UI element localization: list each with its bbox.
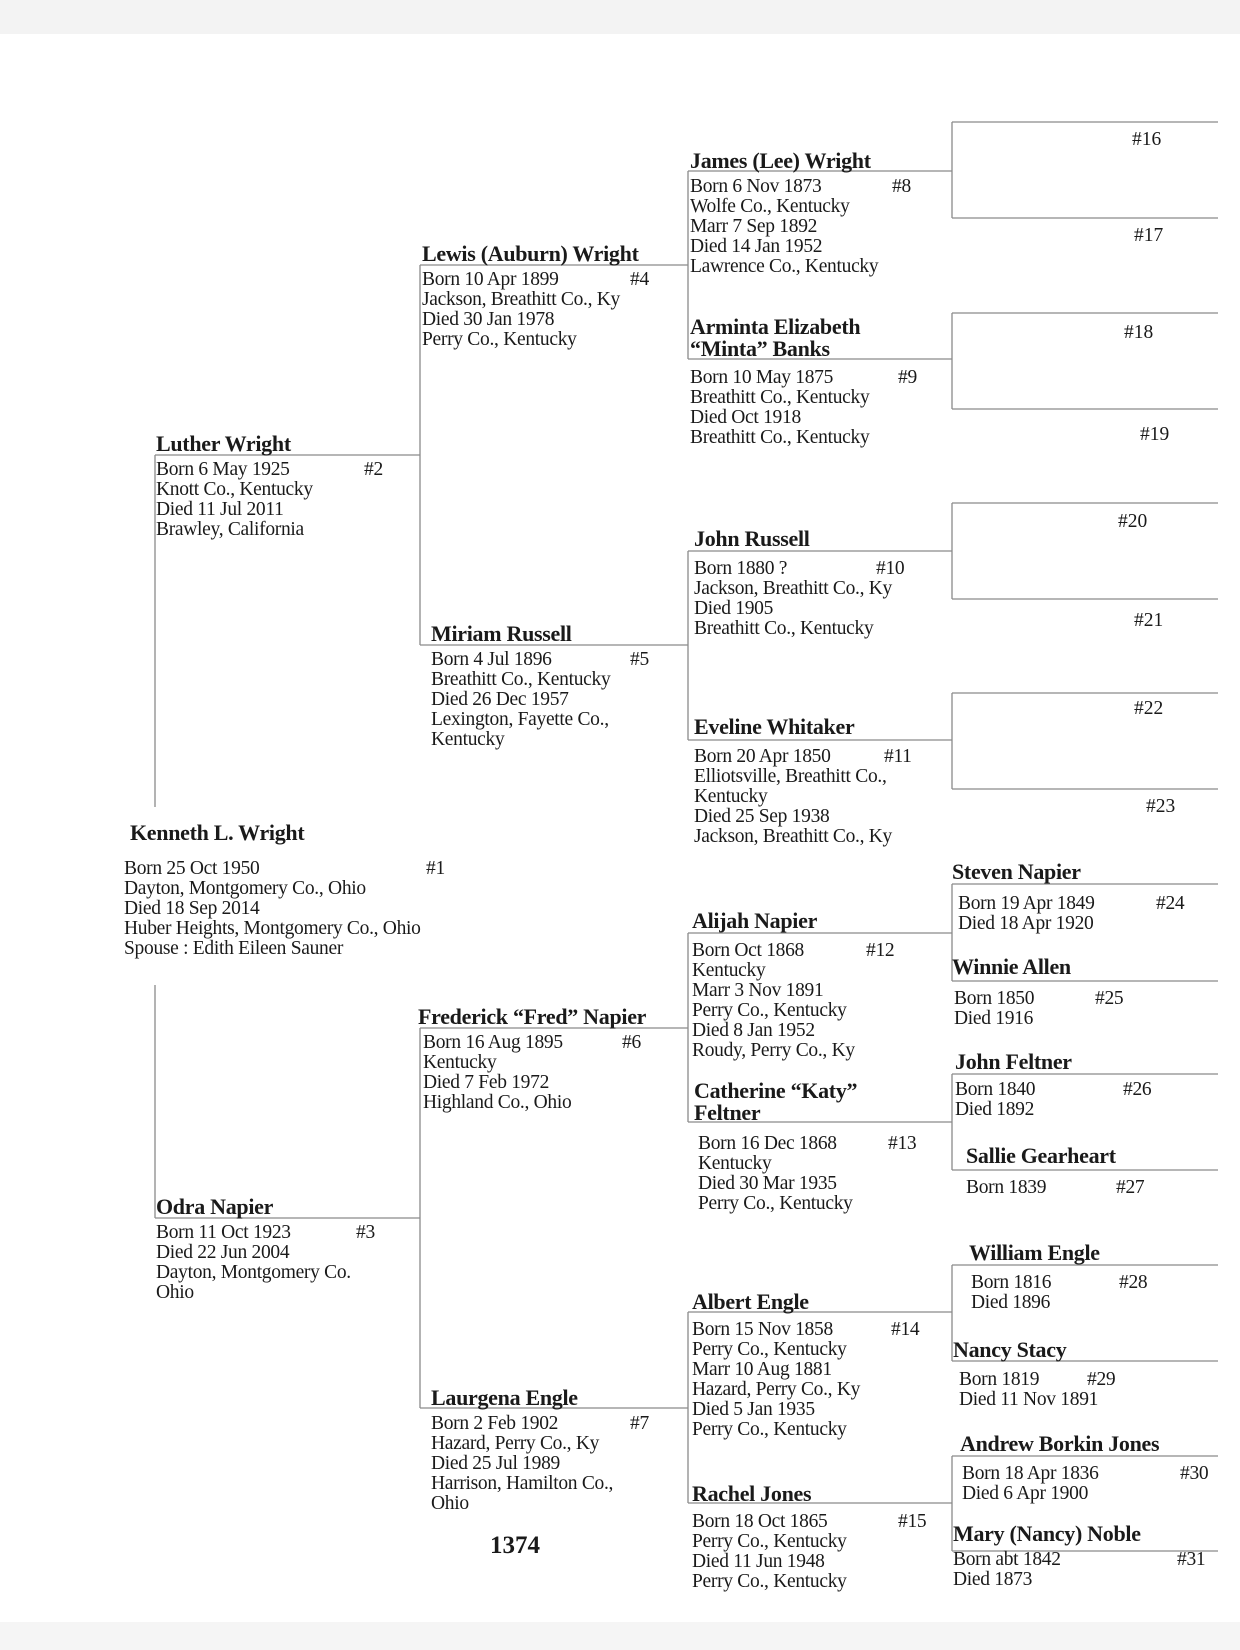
detail-line: Jackson, Breathitt Co., Ky [422, 289, 621, 310]
person-29 [953, 1338, 1215, 1410]
person-24 [952, 860, 1214, 934]
person-details [431, 1414, 681, 1514]
slot-number: #19 [1140, 424, 1170, 445]
detail-line: Highland Co., Ohio [423, 1092, 572, 1113]
person-name: Luther Wright [156, 431, 291, 456]
detail-line: Wolfe Co., Kentucky [690, 196, 850, 217]
person-1 [124, 820, 610, 959]
detail-line: Born 1840 [955, 1079, 1036, 1100]
person-details [124, 859, 604, 959]
person-number: #24 [1156, 893, 1185, 914]
detail-line: Died 18 Sep 2014 [124, 898, 260, 919]
detail-line: Died 5 Jan 1935 [692, 1399, 815, 1420]
detail-line: Born 11 Oct 1923 [156, 1222, 291, 1243]
slot-number: #16 [1132, 129, 1162, 150]
detail-line: Roudy, Perry Co., Ky [692, 1040, 855, 1061]
detail-line: Born 1816 [971, 1272, 1052, 1293]
person-name: Arminta Elizabeth “Minta” Banks [690, 314, 861, 361]
person-number: #31 [1177, 1549, 1206, 1570]
person-number: #6 [622, 1032, 641, 1053]
person-name: William Engle [969, 1240, 1100, 1265]
person-details [690, 368, 945, 448]
detail-line: Born 4 Jul 1896 [431, 649, 552, 670]
person-15 [692, 1482, 947, 1592]
person-details [692, 941, 947, 1061]
detail-line: Born 16 Dec 1868 [698, 1133, 837, 1154]
person-number: #25 [1095, 988, 1124, 1009]
detail-line: Breathitt Co., Kentucky [690, 387, 870, 408]
person-28 [969, 1241, 1217, 1313]
person-name: Odra Napier [156, 1194, 274, 1219]
detail-line: Spouse : Edith Eileen Sauner [124, 938, 344, 959]
detail-line: Born 2 Feb 1902 [431, 1413, 559, 1434]
detail-line: Hazard, Perry Co., Ky [431, 1433, 600, 1454]
detail-line: Breathitt Co., Kentucky [431, 669, 611, 690]
detail-line: Lawrence Co., Kentucky [690, 256, 879, 277]
person-details [959, 1370, 1221, 1410]
person-details [698, 1134, 950, 1214]
detail-line: Born 18 Apr 1836 [962, 1463, 1099, 1484]
person-number: #14 [891, 1319, 920, 1340]
person-name: John Feltner [955, 1049, 1072, 1074]
person-name: Kenneth L. Wright [130, 820, 305, 845]
detail-line: Born 18 Oct 1865 [692, 1511, 828, 1532]
detail-line: Marr 3 Nov 1891 [692, 980, 824, 1001]
detail-line: Born abt 1842 [953, 1549, 1061, 1570]
detail-line: Perry Co., Kentucky [698, 1193, 853, 1214]
person-number: #4 [630, 269, 649, 290]
person-name: Albert Engle [692, 1289, 809, 1314]
detail-line: Died 1873 [953, 1569, 1033, 1590]
person-details [958, 894, 1220, 934]
detail-line: Perry Co., Kentucky [692, 1419, 847, 1440]
person-name: Eveline Whitaker [694, 714, 855, 739]
detail-line: Born 25 Oct 1950 [124, 858, 260, 879]
person-details [156, 1223, 416, 1303]
slot-number: #17 [1134, 225, 1164, 246]
detail-line: Perry Co., Kentucky [692, 1000, 847, 1021]
person-30 [960, 1432, 1222, 1504]
person-number: #12 [866, 940, 895, 961]
slot-number: #21 [1134, 610, 1164, 631]
detail-line: Knott Co., Kentucky [156, 479, 313, 500]
person-name: Sallie Gearheart [966, 1143, 1116, 1168]
detail-line: Breathitt Co., Kentucky [694, 618, 874, 639]
detail-line: Born Oct 1868 [692, 940, 805, 961]
detail-line: Born 1880 ? [694, 558, 788, 579]
person-details [953, 1550, 1215, 1590]
person-2 [156, 432, 416, 540]
detail-line: Marr 7 Sep 1892 [690, 216, 818, 237]
person-number: #5 [630, 649, 649, 670]
detail-line: Harrison, Hamilton Co., [431, 1473, 614, 1494]
detail-line: Perry Co., Kentucky [692, 1531, 847, 1552]
person-details [955, 1080, 1217, 1120]
person-details [692, 1512, 947, 1592]
person-name: James (Lee) Wright [690, 148, 871, 173]
detail-line: Kentucky [431, 729, 505, 750]
detail-line: Breathitt Co., Kentucky [690, 427, 870, 448]
detail-line: Perry Co., Kentucky [422, 329, 577, 350]
detail-line: Dayton, Montgomery Co., Ohio [124, 878, 366, 899]
person-details [694, 559, 946, 639]
person-name: Mary (Nancy) Noble [953, 1521, 1141, 1546]
detail-line: Jackson, Breathitt Co., Ky [694, 826, 893, 847]
detail-line: Born 20 Apr 1850 [694, 746, 831, 767]
detail-line: Died 1916 [954, 1008, 1034, 1029]
person-5 [431, 622, 681, 750]
detail-line: Died 8 Jan 1952 [692, 1020, 815, 1041]
person-8 [690, 149, 945, 277]
detail-line: Born 6 May 1925 [156, 459, 290, 480]
person-7 [431, 1386, 681, 1514]
person-details [431, 650, 681, 750]
detail-line: Died 18 Apr 1920 [958, 913, 1094, 934]
detail-line: Brawley, California [156, 519, 304, 540]
person-name: Andrew Borkin Jones [960, 1431, 1160, 1456]
slot-number: #23 [1146, 796, 1176, 817]
detail-line: Died 30 Mar 1935 [698, 1173, 837, 1194]
detail-line: Died 11 Jun 1948 [692, 1551, 825, 1572]
person-25 [952, 955, 1214, 1029]
detail-line: Kentucky [698, 1153, 772, 1174]
person-number: #7 [630, 1413, 649, 1434]
person-3 [156, 1195, 416, 1303]
person-number: #3 [356, 1222, 375, 1243]
detail-line: Died 11 Jul 2011 [156, 499, 284, 520]
slot-number: #18 [1124, 322, 1154, 343]
person-name: Nancy Stacy [953, 1337, 1067, 1362]
person-details [966, 1178, 1216, 1198]
detail-line: Huber Heights, Montgomery Co., Ohio [124, 918, 421, 939]
person-number: #13 [888, 1133, 917, 1154]
person-31 [953, 1522, 1215, 1590]
person-name: Rachel Jones [692, 1481, 812, 1506]
detail-line: Kentucky [694, 786, 768, 807]
person-details [692, 1320, 947, 1440]
person-name: John Russell [694, 526, 810, 551]
person-name: Catherine “Katy” Feltner [694, 1078, 858, 1125]
person-9 [690, 316, 945, 448]
person-name: Lewis (Auburn) Wright [422, 241, 639, 266]
detail-line: Elliotsville, Breathitt Co., [694, 766, 887, 787]
person-name: Winnie Allen [952, 954, 1071, 979]
detail-line: Kentucky [692, 960, 766, 981]
detail-line: Died 1905 [694, 598, 774, 619]
detail-line: Died 6 Apr 1900 [962, 1483, 1089, 1504]
page-number: 1374 [490, 1532, 540, 1559]
person-6 [418, 1005, 680, 1113]
person-number: #1 [426, 858, 445, 879]
person-number: #10 [876, 558, 905, 579]
person-number: #2 [364, 459, 383, 480]
person-details [971, 1273, 1219, 1313]
person-number: #15 [898, 1511, 927, 1532]
detail-line: Born 1850 [954, 988, 1035, 1009]
detail-line: Died 7 Feb 1972 [423, 1072, 550, 1093]
person-10 [694, 527, 946, 639]
detail-line: Died 25 Jul 1989 [431, 1453, 560, 1474]
person-4 [422, 242, 684, 350]
detail-line: Born 15 Nov 1858 [692, 1319, 833, 1340]
person-12 [692, 909, 947, 1061]
detail-line: Lexington, Fayette Co., [431, 709, 609, 730]
person-details [954, 989, 1216, 1029]
detail-line: Died 26 Dec 1957 [431, 689, 569, 710]
person-14 [692, 1290, 947, 1440]
person-number: #11 [884, 746, 912, 767]
person-name: Alijah Napier [692, 908, 818, 933]
detail-line: Born 10 May 1875 [690, 367, 834, 388]
person-name: Miriam Russell [431, 621, 572, 646]
person-number: #8 [892, 176, 911, 197]
detail-line: Died 25 Sep 1938 [694, 806, 830, 827]
slot-number: #20 [1118, 511, 1148, 532]
person-26 [955, 1050, 1217, 1120]
person-number: #9 [898, 367, 917, 388]
person-27 [966, 1144, 1216, 1198]
person-number: #27 [1116, 1177, 1145, 1198]
person-details [694, 747, 946, 847]
detail-line: Died 11 Nov 1891 [959, 1389, 1099, 1410]
person-details [156, 460, 416, 540]
person-details [423, 1033, 685, 1113]
detail-line: Born 1819 [959, 1369, 1040, 1390]
person-number: #28 [1119, 1272, 1148, 1293]
detail-line: Hazard, Perry Co., Ky [692, 1379, 861, 1400]
detail-line: Born 19 Apr 1849 [958, 893, 1095, 914]
detail-line: Born 16 Aug 1895 [423, 1032, 563, 1053]
detail-line: Died 30 Jan 1978 [422, 309, 555, 330]
person-number: #30 [1180, 1463, 1209, 1484]
detail-line: Born 10 Apr 1899 [422, 269, 559, 290]
detail-line: Died 22 Jun 2004 [156, 1242, 290, 1263]
person-details [690, 177, 945, 277]
detail-line: Dayton, Montgomery Co. [156, 1262, 351, 1283]
person-name: Steven Napier [952, 859, 1081, 884]
detail-line: Ohio [156, 1282, 194, 1303]
detail-line: Ohio [431, 1493, 469, 1514]
detail-line: Jackson, Breathitt Co., Ky [694, 578, 893, 599]
detail-line: Perry Co., Kentucky [692, 1571, 847, 1592]
person-details [962, 1464, 1224, 1504]
detail-line: Died 14 Jan 1952 [690, 236, 823, 257]
detail-line: Perry Co., Kentucky [692, 1339, 847, 1360]
detail-line: Died 1892 [955, 1099, 1035, 1120]
detail-line: Died Oct 1918 [690, 407, 801, 428]
detail-line: Born 6 Nov 1873 [690, 176, 822, 197]
person-name: Laurgena Engle [431, 1385, 578, 1410]
slot-number: #22 [1134, 698, 1164, 719]
person-number: #29 [1087, 1369, 1116, 1390]
detail-line: Died 1896 [971, 1292, 1051, 1313]
detail-line: Marr 10 Aug 1881 [692, 1359, 832, 1380]
person-11 [694, 715, 946, 847]
person-13 [694, 1080, 946, 1214]
detail-line: Born 1839 [966, 1177, 1047, 1198]
detail-line: Kentucky [423, 1052, 497, 1073]
person-name: Frederick “Fred” Napier [418, 1004, 647, 1029]
person-details [422, 270, 684, 350]
person-number: #26 [1123, 1079, 1152, 1100]
